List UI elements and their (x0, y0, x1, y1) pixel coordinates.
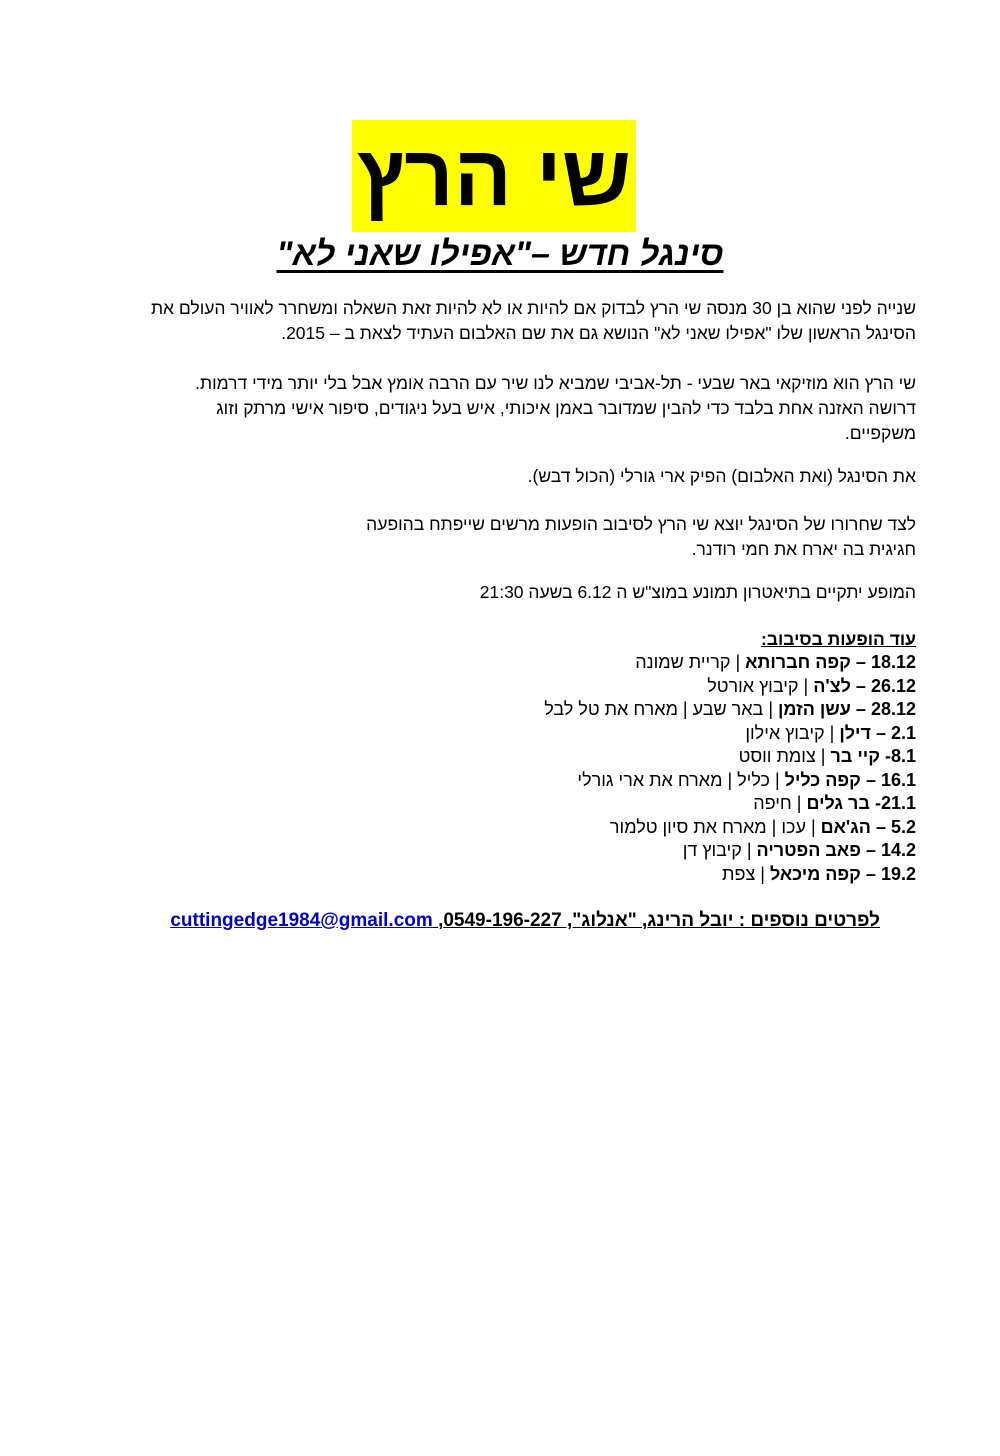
show-details: | קיבוץ דן (682, 840, 757, 860)
list-item (416, 675, 916, 699)
email-link[interactable]: cuttingedge1984@gmail.com (170, 910, 433, 931)
text-line: הסינגל הראשון שלו "אפילו שאני לא" הנושא גם את שם האלבום העתיד לצאת ב – 2015. (281, 323, 916, 343)
contact-label: לפרטים נוספים : יובל הרינג, "אנלוג", 0549-196-227, (438, 910, 880, 931)
list-item (416, 651, 916, 675)
producer-paragraph (76, 464, 916, 489)
list-item (416, 863, 916, 887)
show-details: | קריית שמונה (635, 652, 746, 672)
show-date-venue: 5.2 – הג'אם (820, 816, 916, 837)
list-item (416, 769, 916, 793)
show-details: | קיבוץ אילון (745, 722, 840, 743)
single-subtitle: סינגל חדש –"אפילו שאני לא" (276, 235, 724, 273)
show-date-venue: 21.1- בר גלים (806, 793, 916, 813)
text-line: לצד שחרורו של הסינגל יוצא שי הרץ לסיבוב הופעות מרשים שייפתח בהופעה (366, 514, 916, 534)
about-paragraph (76, 371, 916, 446)
show-details: | חיפה (753, 793, 807, 813)
text-line: דרושה האזנה אחת בלבד כדי להבין שמדובר באמן איכותי, איש בעל ניגודים, סיפור אישי מרתק וזוג (216, 398, 916, 418)
text-line: שי הרץ הוא מוזיקאי באר שבעי - תל-אביבי שמביא לנו שיר עם הרבה אומץ אבל בלי יותר מידי דרמות. (195, 373, 916, 393)
show-date-venue: 8.1- קיי בר (830, 746, 916, 766)
list-item (416, 722, 916, 746)
tour-list-heading: עוד הופעות בסיבוב: (760, 629, 916, 649)
show-date-venue: 18.12 – קפה חברותא (745, 652, 916, 672)
tour-dates-list (416, 651, 916, 886)
show-details: | כליל | מארח את ארי גורלי (577, 769, 785, 790)
text-line: את הסינגל (ואת האלבום) הפיק ארי גורלי (הכול דבש). (527, 466, 916, 486)
list-item (416, 816, 916, 840)
show-details: | עכו | מארח את סיון טלמור (609, 816, 821, 837)
show-date-venue: 16.1 – קפה כליל (784, 769, 916, 790)
show-date-venue: 2.1 – דילן (839, 722, 916, 743)
intro-paragraph (76, 296, 916, 346)
artist-title: שי הרץ (352, 120, 636, 232)
show-details: | באר שבע | מארח את טל לבל (544, 699, 778, 719)
list-item (416, 839, 916, 863)
text-line: חגיגית בה יארח את חמי רודנר. (691, 539, 916, 559)
tour-paragraph (76, 512, 916, 562)
launch-show-paragraph (76, 580, 916, 605)
show-details: | צומת ווסט (738, 746, 831, 766)
contact-line (170, 908, 880, 934)
text-line: משקפיים. (844, 423, 916, 443)
list-item (416, 745, 916, 769)
list-item (416, 698, 916, 722)
show-details: | צפת (722, 863, 770, 884)
show-date-venue: 14.2 – פאב הפטריה (756, 840, 916, 860)
text-line: שנייה לפני שהוא בן 30 מנסה שי הרץ לבדוק אם להיות או לא להיות זאת השאלה ומשחרר לאוויר העולם את (150, 298, 916, 318)
show-date-venue: 28.12 – עשן הזמן (778, 699, 916, 719)
text-line: המופע יתקיים בתיאטרון תמונע במוצ"ש ה 6.12 בשעה 21:30 (479, 582, 916, 602)
show-details: | קיבוץ אורטל (707, 675, 814, 696)
show-date-venue: 26.12 – לצ'ה (813, 675, 916, 696)
show-date-venue: 19.2 – קפה מיכאל (769, 863, 916, 884)
list-item (416, 792, 916, 816)
